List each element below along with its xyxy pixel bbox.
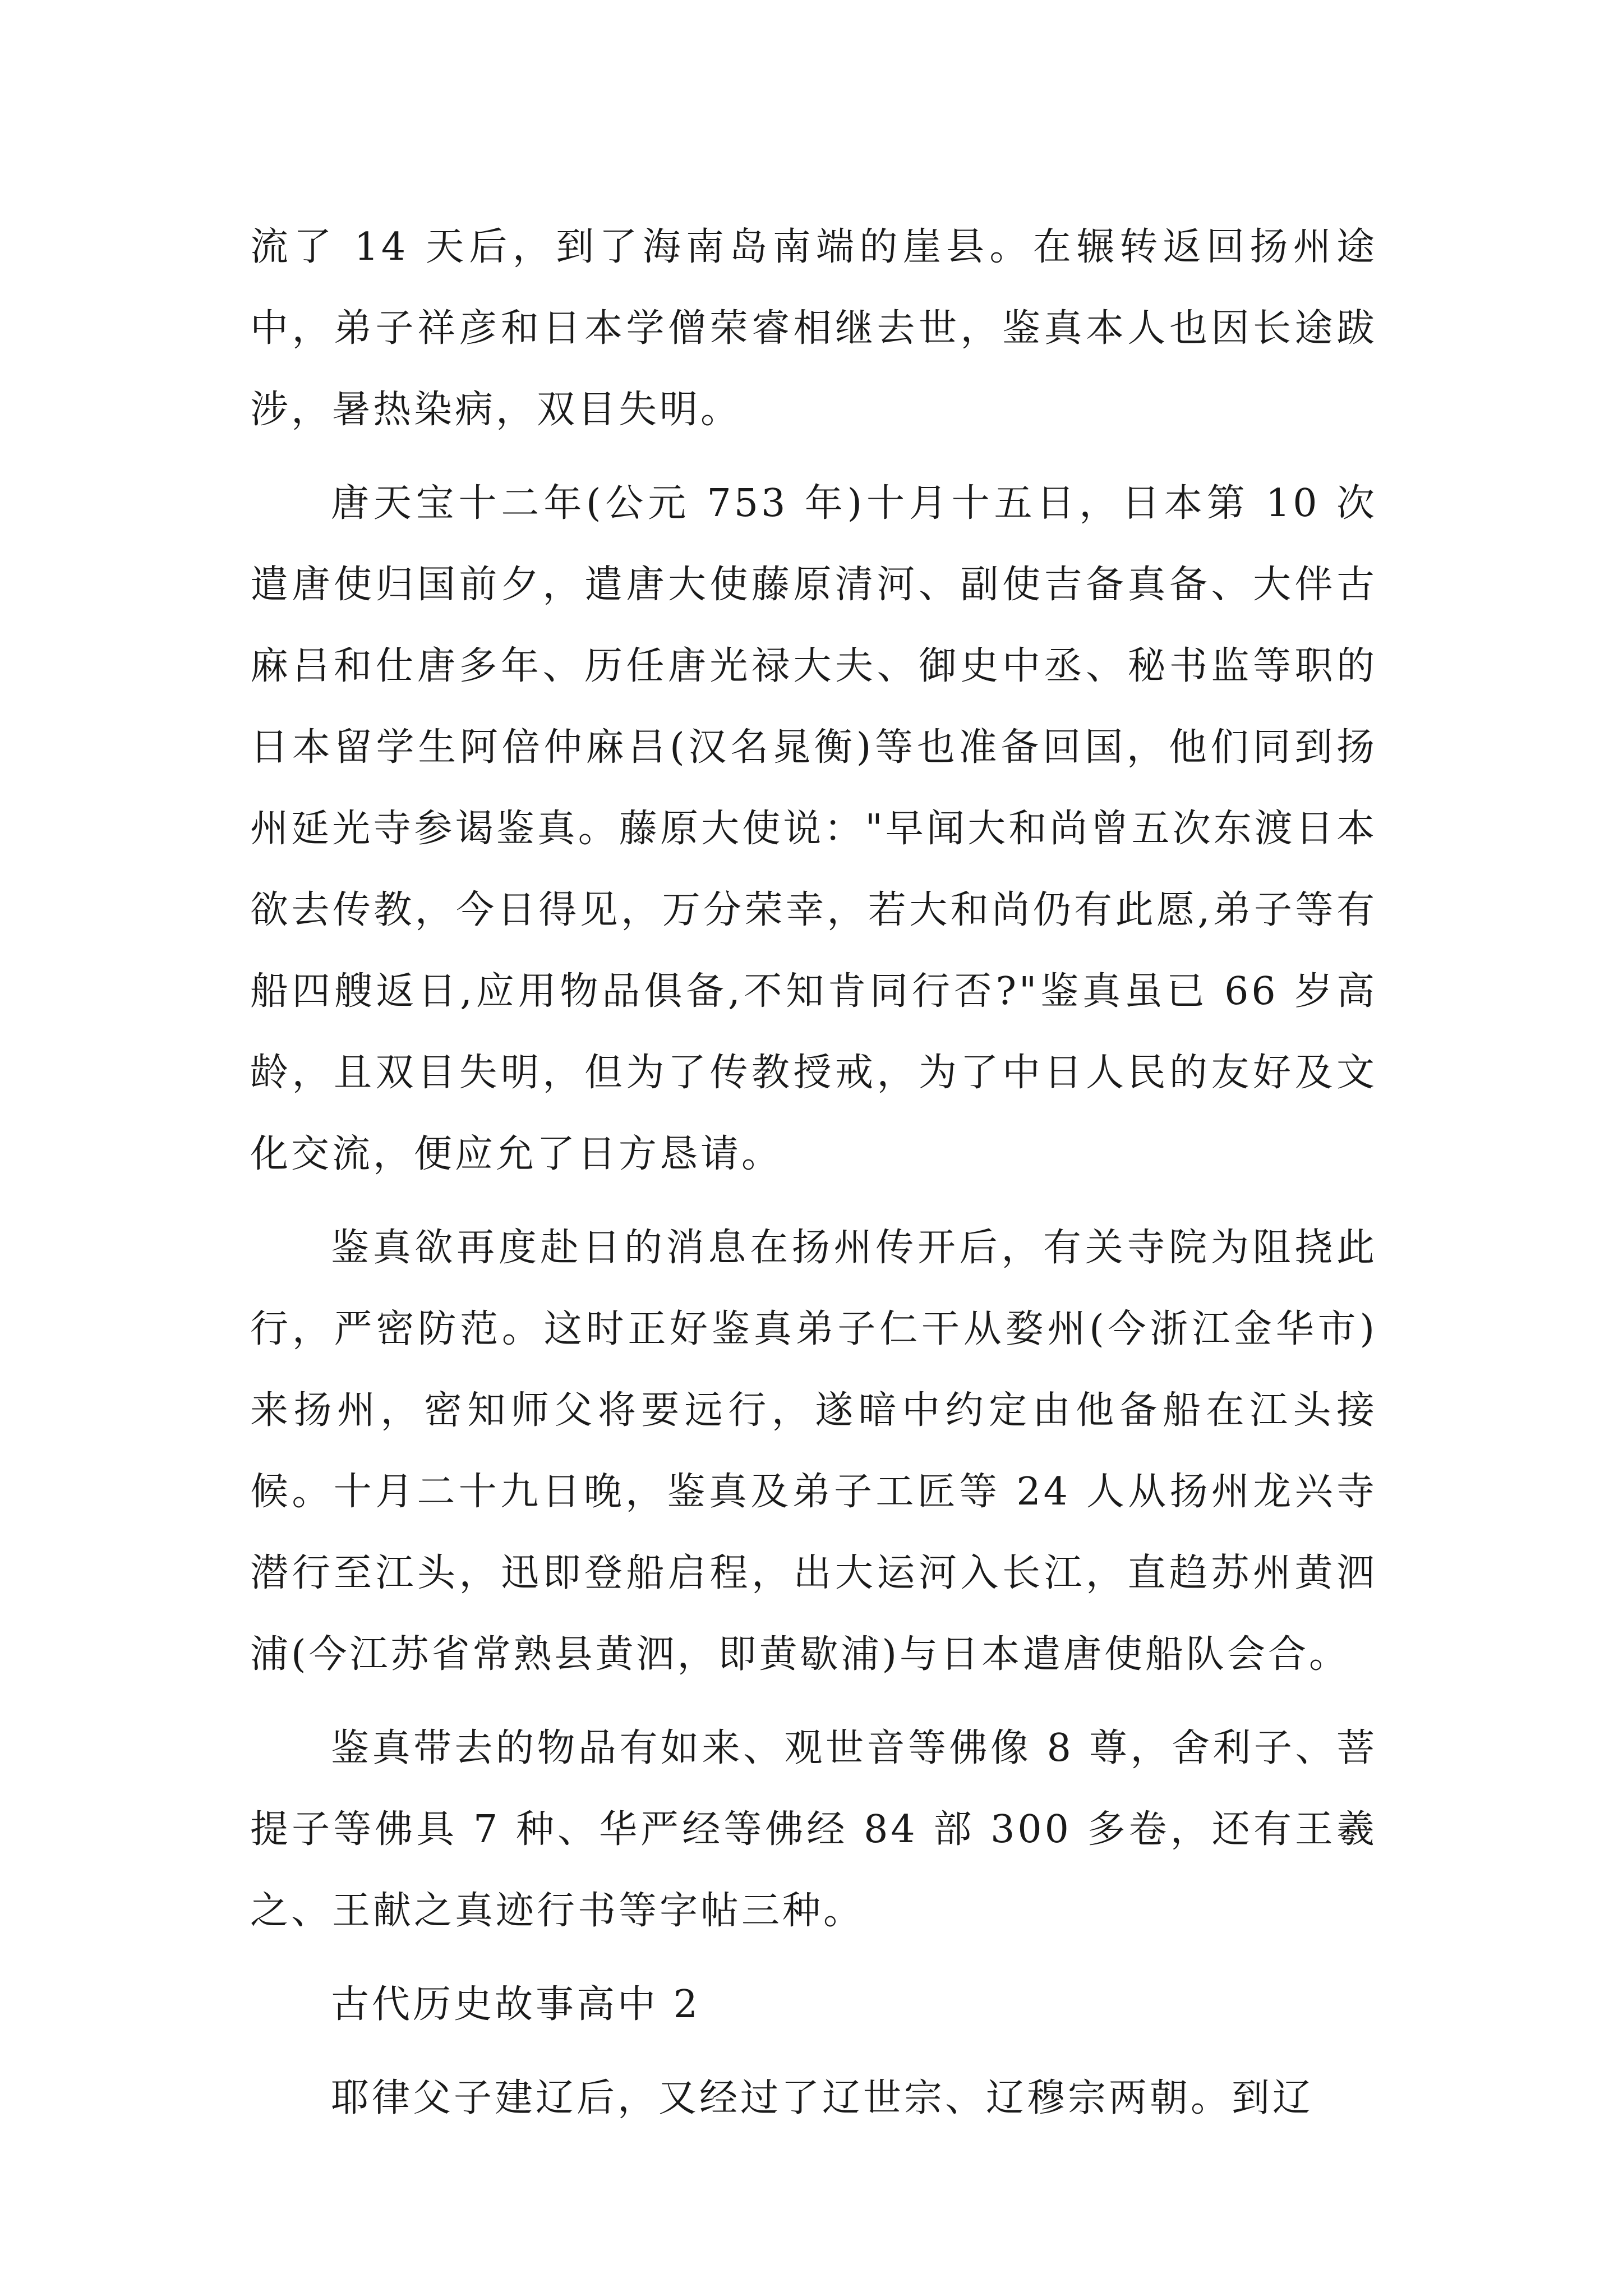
- paragraph-4: 鉴真带去的物品有如来、观世音等佛像 8 尊，舍利子、菩提子等佛具 7 种、华严经等佛经 84 部 300 多卷，还有王羲之、王献之真迹行书等字帖三种。: [250, 1726, 1377, 1933]
- paragraph-5: 耶律父子建辽后，又经过了辽世宗、辽穆宗两朝。到辽: [331, 2076, 1314, 2120]
- section-heading: 古代历史故事高中 2: [331, 1982, 700, 2027]
- paragraph-3: 鉴真欲再度赴日的消息在扬州传开后，有关寺院为阻挠此行，严密防范。这时正好鉴真弟子仁干从婺州(今浙江金华市)来扬州，密知师父将要远行，遂暗中约定由他备船在江头接候。十月二十九日晚，鉴真及弟子工匠等 24 人从扬州龙兴寺潜行至江头，迅即登船启程，出大运河入长江，直趋苏州黄泗浦(今江苏省常熟县黄泗，即黄歇浦)与日本遣唐使船队会合。: [250, 1226, 1377, 1677]
- document-body: [250, 206, 1377, 2151]
- paragraph-2: 唐天宝十二年(公元 753 年)十月十五日，日本第 10 次遣唐使归国前夕，遣唐大使藤原清河、副使吉备真备、大伴古麻吕和仕唐多年、历任唐光禄大夫、御史中丞、秘书监等职的日本留学生阿倍仲麻吕(汉名晁衡)等也准备回国，他们同到扬州延光寺参谒鉴真。藤原大使说："早闻大和尚曾五次东渡日本欲去传教，今日得见，万分荣幸，若大和尚仍有此愿,弟子等有船四艘返日,应用物品俱备,不知肯同行否?"鉴真虽已 66 岁高龄，且双目失明，但为了传教授戒，为了中日人民的友好及文化交流，便应允了日方恳请。: [250, 481, 1377, 1176]
- paragraph-1: 流了 14 天后，到了海南岛南端的崖县。在辗转返回扬州途中，弟子祥彦和日本学僧荣睿相继去世，鉴真本人也因长途跋涉，暑热染病，双目失明。: [250, 225, 1377, 432]
